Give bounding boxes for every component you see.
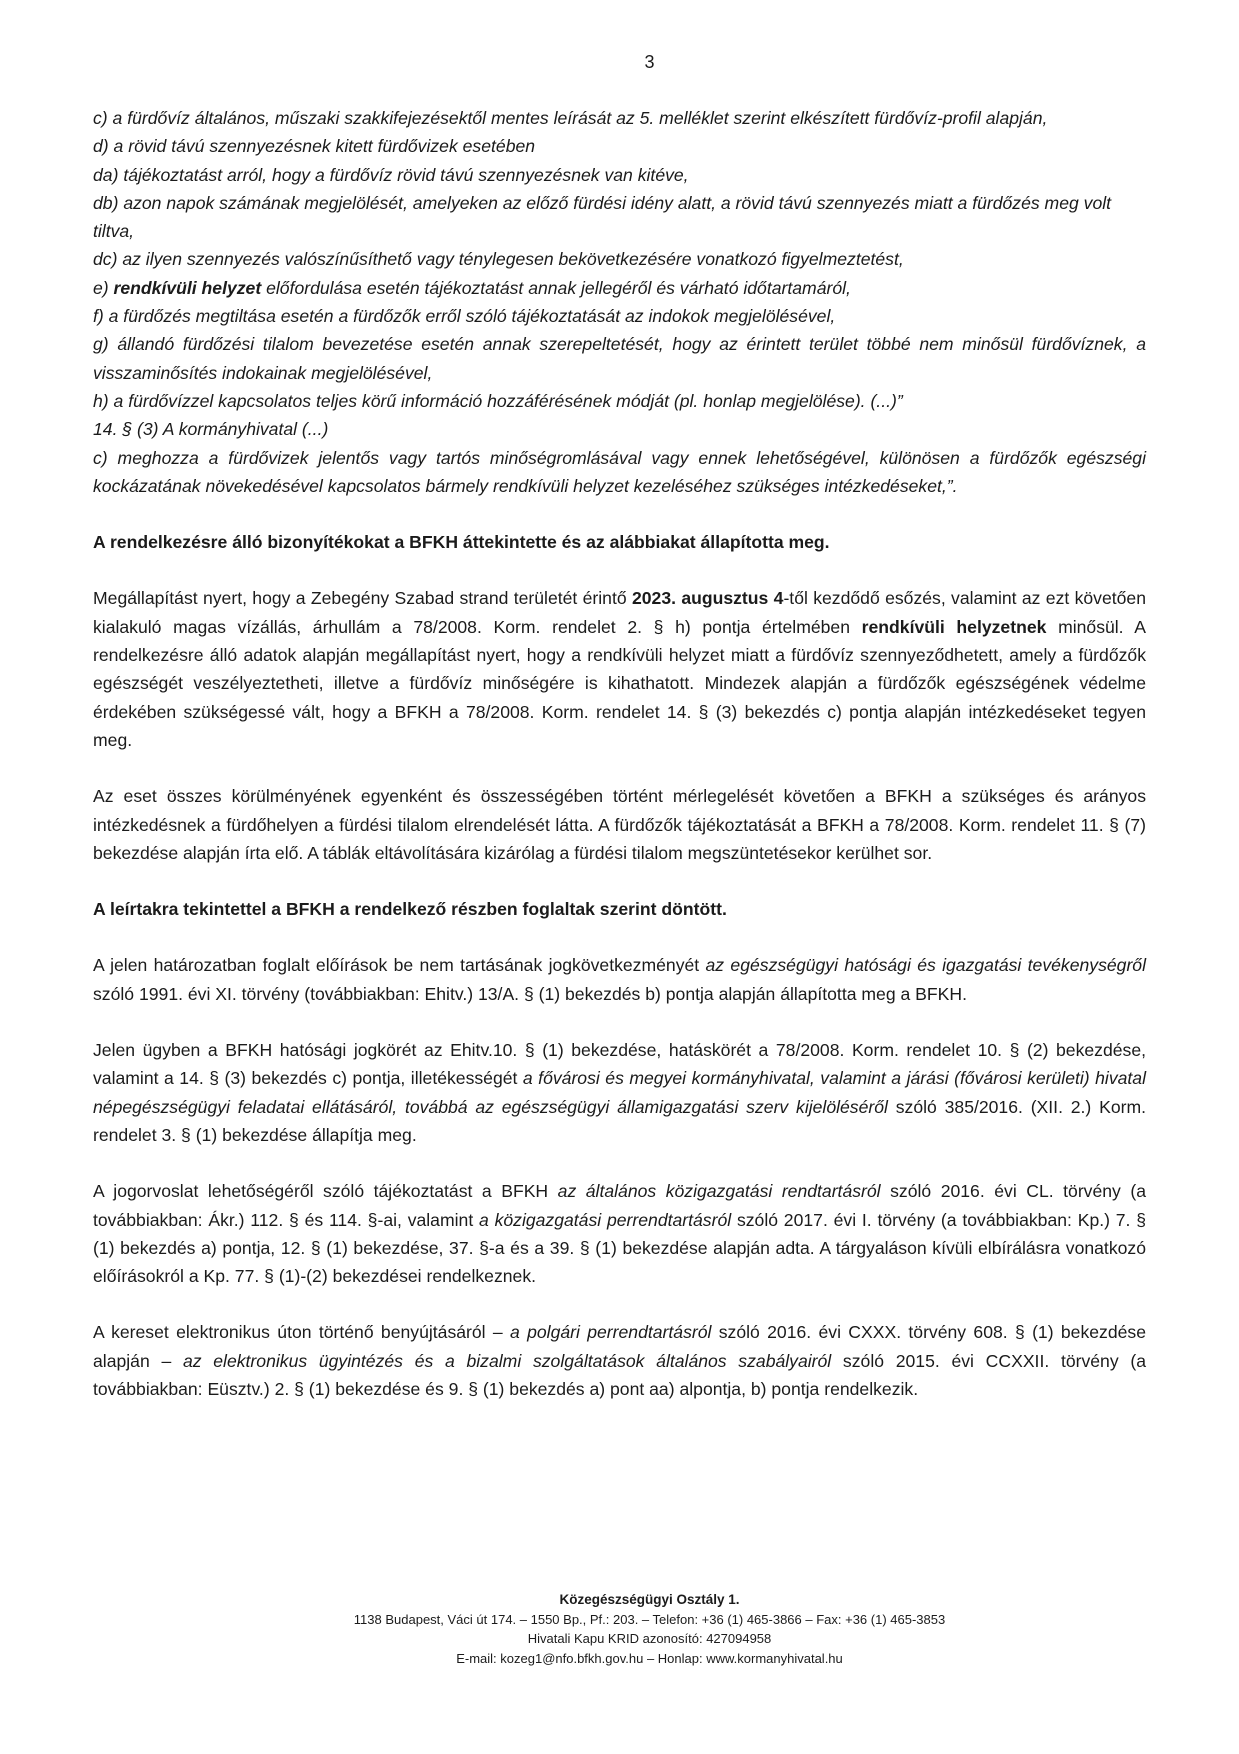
- decision-heading: A leírtakra tekintettel a BFKH a rendelkező részben foglaltak szerint döntött.: [93, 899, 727, 920]
- quoted-item-c: c) a fürdővíz általános, műszaki szakkifejezésektől mentes leírását az 5. melléklet szerint elkészített fürdővíz-profil alapján,: [93, 108, 1048, 128]
- quoted-item-d: d) a rövid távú szennyezésnek kitett fürdővizek esetében: [93, 136, 536, 157]
- decision-reasoning-paragraph: Az eset összes körülményének egyenként és összességében történt mérlegelését követően a BFKH a szükséges és arányos intézkedésnek a fürdőhelyen a fürdési tilalom elrendelését látta. A fürdőzők tájékoztatását a BFKH a 78/2008. Korm. rendelet 11. § (7) bekezdése alapján írta elő. A táblák eltávolítására kizárólag a fürdési tilalom megszüntetésekor kerülhet sor.: [93, 786, 1146, 863]
- competence-paragraph: Jelen ügyben a BFKH hatósági jogkörét az Ehitv.10. § (1) bekezdése, hatáskörét a 78/2008. Korm. rendelet 10. § (2) bekezdése, valamint a 14. § (3) bekezdés c) pontja, illetékességét a fővárosi és megyei kormányhivatal, valamint a járási (fővárosi kerületi) hivatal népegészségügyi feladatai ellátásáról, továbbá az egészségügyi államigazgatási szerv kijelöléséről szóló 385/2016. (XII. 2.) Korm. rendelet 3. § (1) bekezdése állapítja meg.: [93, 1040, 1147, 1145]
- quoted-item-f: f) a fürdőzés megtiltása esetén a fürdőzők erről szóló tájékoztatását az indokok megjelölésével,: [93, 306, 836, 327]
- footer-contact: E-mail: kozeg1@nfo.bfkh.gov.hu – Honlap: www.kormanyhivatal.hu: [456, 1650, 843, 1666]
- legal-consequence-paragraph: A jelen határozatban foglalt előírások be nem tartásának jogkövetkezményét az egészségügyi hatósági és igazgatási tevékenységről szóló 1991. évi XI. törvény (továbbiakban: Ehitv.) 13/A. § (1) bekezdés b) pontja alapján állapította meg a BFKH.: [93, 955, 1146, 1004]
- findings-paragraph: Megállapítást nyert, hogy a Zebegény Szabad strand területét érintő 2023. augusztus 4-től kezdődő esőzés, valamint az ezt követően kialakuló magas vízállás, árhullám a 78/2008. Korm. rendelet 2. § h) pontja értelmében rendkívüli helyzetnek minősül. A rendelkezésre álló adatok alapján megállapítást nyert, hogy a rendkívüli helyzet miatt a fürdővíz szennyeződhetett, amely a fürdőzők egészségét veszélyeztetheti, illetve a fürdővíz minőségére is kihathatott. Mindezek alapján a fürdőzők egészségének védelme érdekében szükségessé vált, hogy a BFKH a 78/2008. Korm. rendelet 14. § (3) bekezdés c) pontja alapján intézkedéseket tegyen meg.: [93, 588, 1147, 750]
- page-number: 3: [644, 52, 655, 72]
- quoted-item-14-3-c: c) meghozza a fürdővizek jelentős vagy tartós minőségromlásával vagy ennek lehetőségével, különösen a fürdőzők egészségi kockázatának növekedésével kapcsolatos bármely rendkívüli helyzet kezeléséhez szükséges intézkedéseket,”.: [93, 447, 1146, 496]
- footer-department: Közegészségügyi Osztály 1.: [559, 1592, 740, 1607]
- emphasis-rendkivuli-helyzet: rendkívüli helyzet: [113, 277, 262, 298]
- quoted-item-db: db) azon napok számának megjelölését, amelyeken az előző fürdési idény alatt, a rövid távú szennyezés miatt a fürdőzés meg volt tiltva,: [93, 192, 1112, 242]
- quoted-item-h: h) a fürdővízzel kapcsolatos teljes körű információ hozzáférésének módját (pl. honlap megjelölése). (...)”: [93, 390, 903, 411]
- quoted-item-e: e) rendkívüli helyzet előfordulása esetén tájékoztatást annak jellegéről és várható időtartamáról,: [93, 277, 851, 298]
- legal-remedy-paragraph: A jogorvoslat lehetőségéről szóló tájékoztatást a BFKH az általános közigazgatási rendtartásról szóló 2016. évi CL. törvény (a továbbiakban: Ákr.) 112. § és 114. §-ai, valamint a közigazgatási perrendtartásról szóló 2017. évi I. törvény (a továbbiakban: Kp.) 7. § (1) bekezdés a) pontja, 12. § (1) bekezdése, 37. §-a és a 39. § (1) bekezdése alapján adta. A tárgyaláson kívüli elbírálásra vonatkozó előírásokról a Kp. 77. § (1)-(2) bekezdései rendelkeznek.: [93, 1181, 1147, 1287]
- quoted-regulation: [93, 104, 1146, 500]
- page-footer: [0, 1590, 1239, 1668]
- quoted-section-14-3: 14. § (3) A kormányhivatal (...): [93, 419, 329, 440]
- quoted-item-g: g) állandó fürdőzési tilalom bevezetése esetén annak szerepeltetését, hogy az érintett terület többé nem minősül fürdővíznek, a visszaminősítés indokainak megjelölésével,: [93, 334, 1146, 383]
- quoted-item-dc: dc) az ilyen szennyezés valószínűsíthető vagy ténylegesen bekövetkezésére vonatkozó figyelmeztetést,: [93, 249, 904, 270]
- findings-heading: A rendelkezésre álló bizonyítékokat a BFKH áttekintette és az alábbiakat állapította meg.: [93, 532, 830, 553]
- footer-krid: Hivatali Kapu KRID azonosító: 427094958: [527, 1631, 772, 1646]
- footer-address: 1138 Budapest, Váci út 174. – 1550 Bp., Pf.: 203. – Telefon: +36 (1) 465-3866 – Fax: +36 (1) 465-3853: [353, 1611, 946, 1627]
- page-body: [93, 104, 1146, 1403]
- quoted-item-da: da) tájékoztatást arról, hogy a fürdővíz rövid távú szennyezésnek van kitéve,: [93, 164, 689, 185]
- electronic-filing-paragraph: A kereset elektronikus úton történő benyújtásáról – a polgári perrendtartásról szóló 2016. évi CXXX. törvény 608. § (1) bekezdése alapján – az elektronikus ügyintézés és a bizalmi szolgáltatások általános szabályairól szóló 2015. évi CCXXII. törvény (a továbbiakban: Eüsztv.) 2. § (1) bekezdése és 9. § (1) bekezdés a) pont aa) alpontja, b) pontja rendelkezik.: [93, 1322, 1146, 1399]
